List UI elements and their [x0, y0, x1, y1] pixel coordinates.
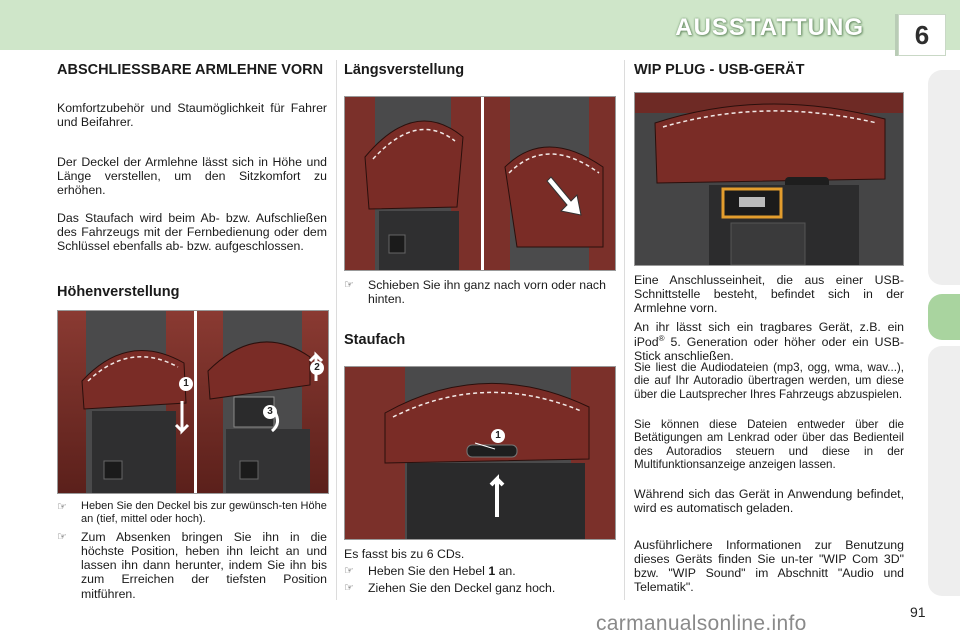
- usb-photo: [634, 92, 904, 266]
- paragraph: Sie können diese Dateien entweder über die Betätigungen am Lenkrad oder über das Bedienteil des Autoradios steuern und diese in der Multifunktionsanzeige anzeigen lassen.: [634, 418, 904, 471]
- paragraph: An ihr lässt sich ein tragbares Gerät, z.B. ein iPod® 5. Generation oder höher oder ein USB-Stick anschließen.: [634, 320, 904, 364]
- side-tab-active: [928, 294, 960, 340]
- callout-2: 2: [310, 361, 324, 375]
- column-divider: [336, 60, 337, 600]
- pointing-hand-icon: ☞: [57, 501, 67, 513]
- callout-3: 3: [263, 405, 277, 419]
- callout-1: 1: [179, 377, 193, 391]
- chapter-number-badge: 6: [898, 14, 946, 56]
- storage-photo: [344, 366, 616, 540]
- paragraph: Sie liest die Audiodateien (mp3, ogg, wma, wav...), die auf Ihr Autoradio übertragen werden, um diese über die Lautsprecher Ihres Fahrzeugs abzuspielen.: [634, 361, 904, 401]
- height-adjust-photo: [57, 310, 329, 494]
- bullet-item: [344, 278, 616, 306]
- paragraph: Der Deckel der Armlehne lässt sich in Höhe und Länge verstellen, um den Sitzkomfort zu erhöhen.: [57, 155, 327, 198]
- paragraph: Es fasst bis zu 6 CDs.: [344, 547, 465, 561]
- paragraph: Eine Anschlusseinheit, die aus einer USB-Schnittstelle besteht, befindet sich in der Armlehne vorn.: [634, 273, 904, 316]
- pointing-hand-icon: ☞: [344, 565, 354, 577]
- page-title: AUSSTATTUNG: [675, 14, 864, 41]
- bullet-text: Ziehen Sie den Deckel ganz hoch.: [368, 581, 556, 595]
- bullet-item: [344, 564, 614, 578]
- usb-illustration: [635, 93, 903, 265]
- subheading-storage: Staufach: [344, 332, 406, 348]
- bullet-text: Heben Sie den Deckel bis zur gewünsch-ten Höhe an (tief, mittel oder hoch).: [81, 500, 327, 525]
- bullet-item: [57, 530, 327, 601]
- bullet-item: [57, 500, 327, 525]
- pointing-hand-icon: ☞: [344, 279, 354, 291]
- column-divider: [624, 60, 625, 600]
- watermark: carmanualsonline.info: [596, 612, 807, 635]
- paragraph: Das Staufach wird beim Ab- bzw. Aufschließen des Fahrzeugs mit der Fernbedienung oder dem Schlüssel ebenfalls ab- bzw. aufgeschlossen.: [57, 211, 327, 254]
- page-number: 91: [910, 604, 926, 620]
- bullet-item: [344, 581, 614, 595]
- side-tab: [928, 346, 960, 596]
- storage-illustration: [345, 367, 615, 539]
- longitudinal-adjust-illustration: [345, 97, 615, 270]
- section-heading-armrest: ABSCHLIESSBARE ARMLEHNE VORN: [57, 62, 324, 78]
- paragraph: Ausführlichere Informationen zur Benutzung dieses Geräts finden Sie un-ter "WIP Com 3D" bzw. "WIP Sound" im Abschnitt "Audio und Telematik".: [634, 538, 904, 595]
- longitudinal-adjust-photo: [344, 96, 616, 271]
- registered-mark: ®: [658, 334, 665, 344]
- pointing-hand-icon: ☞: [344, 582, 354, 594]
- subheading-longitudinal: Längsverstellung: [344, 62, 465, 78]
- height-adjust-illustration: [58, 311, 328, 493]
- bullet-text: Schieben Sie ihn ganz nach vorn oder nach hinten.: [368, 278, 606, 307]
- side-tab: [928, 70, 960, 285]
- pointing-hand-icon: ☞: [57, 531, 67, 543]
- lever-number: 1: [488, 564, 496, 578]
- lever-callout-1: 1: [491, 429, 505, 443]
- bullet-text: Zum Absenken bringen Sie ihn in die höchste Position, heben ihn leicht an und lassen ihn dann herunter, indem Sie ihn bis zum Erreichen der tiefsten Position mitführen.: [81, 530, 327, 601]
- section-heading-usb: WIP PLUG - USB-GERÄT: [634, 62, 805, 78]
- bullet-text: Heben Sie den Hebel 1 an.: [368, 564, 516, 578]
- paragraph: Komfortzubehör und Staumöglichkeit für Fahrer und Beifahrer.: [57, 101, 327, 130]
- paragraph: Während sich das Gerät in Anwendung befindet, wird es automatisch geladen.: [634, 487, 904, 516]
- subheading-height-adjust: Höhenverstellung: [57, 284, 180, 300]
